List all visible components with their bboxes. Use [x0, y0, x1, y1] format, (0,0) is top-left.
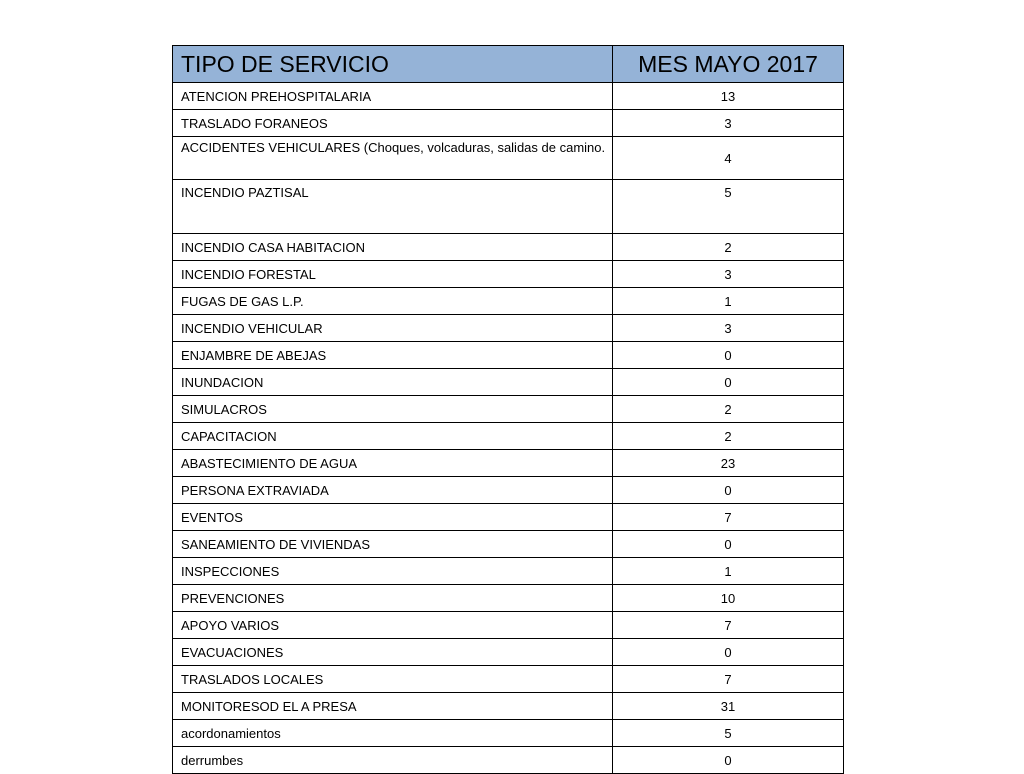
table-row [173, 369, 844, 396]
table-row [173, 396, 844, 423]
count-cell: 3 [613, 261, 844, 288]
service-cell: INCENDIO FORESTAL [173, 261, 613, 288]
table-row [173, 531, 844, 558]
table-row [173, 639, 844, 666]
header-row [173, 46, 844, 83]
table-row [173, 315, 844, 342]
service-cell: PREVENCIONES [173, 585, 613, 612]
service-cell: INUNDACION [173, 369, 613, 396]
service-cell: ACCIDENTES VEHICULARES (Choques, volcaduras, salidas de camino. [173, 137, 613, 180]
table-row [173, 747, 844, 774]
service-cell: ENJAMBRE DE ABEJAS [173, 342, 613, 369]
table-row [173, 504, 844, 531]
table-row [173, 180, 844, 234]
count-cell: 2 [613, 396, 844, 423]
service-cell: APOYO VARIOS [173, 612, 613, 639]
count-cell: 0 [613, 477, 844, 504]
service-cell: TRASLADOS LOCALES [173, 666, 613, 693]
table-row [173, 83, 844, 110]
table-row [173, 342, 844, 369]
service-cell: INSPECCIONES [173, 558, 613, 585]
count-cell: 7 [613, 504, 844, 531]
table-row [173, 477, 844, 504]
table-row [173, 666, 844, 693]
service-cell: SIMULACROS [173, 396, 613, 423]
table-row [173, 110, 844, 137]
service-cell: FUGAS DE GAS L.P. [173, 288, 613, 315]
count-cell: 10 [613, 585, 844, 612]
count-cell: 5 [613, 720, 844, 747]
table-row [173, 720, 844, 747]
table-row [173, 261, 844, 288]
service-cell: INCENDIO CASA HABITACION [173, 234, 613, 261]
count-cell: 5 [613, 180, 844, 234]
service-cell: CAPACITACION [173, 423, 613, 450]
count-cell: 31 [613, 693, 844, 720]
count-cell: 7 [613, 666, 844, 693]
service-cell: SANEAMIENTO DE VIVIENDAS [173, 531, 613, 558]
count-cell: 3 [613, 315, 844, 342]
service-cell: ABASTECIMIENTO DE AGUA [173, 450, 613, 477]
service-cell: EVACUACIONES [173, 639, 613, 666]
count-cell: 0 [613, 369, 844, 396]
service-cell: acordonamientos [173, 720, 613, 747]
service-cell: INCENDIO VEHICULAR [173, 315, 613, 342]
table-row [173, 693, 844, 720]
table-row [173, 450, 844, 477]
table-row [173, 585, 844, 612]
count-cell: 23 [613, 450, 844, 477]
count-cell: 4 [613, 137, 844, 180]
table-row [173, 612, 844, 639]
table-row [173, 423, 844, 450]
table-row [173, 288, 844, 315]
count-cell: 2 [613, 234, 844, 261]
header-month: MES MAYO 2017 [613, 46, 844, 83]
count-cell: 0 [613, 531, 844, 558]
table-row [173, 234, 844, 261]
service-cell: INCENDIO PAZTISAL [173, 180, 613, 234]
service-cell: EVENTOS [173, 504, 613, 531]
count-cell: 7 [613, 612, 844, 639]
service-cell: MONITORESOD EL A PRESA [173, 693, 613, 720]
table-row [173, 558, 844, 585]
service-cell: PERSONA EXTRAVIADA [173, 477, 613, 504]
count-cell: 0 [613, 342, 844, 369]
table-row [173, 137, 844, 180]
count-cell: 1 [613, 288, 844, 315]
service-cell: TRASLADO FORANEOS [173, 110, 613, 137]
count-cell: 2 [613, 423, 844, 450]
count-cell: 1 [613, 558, 844, 585]
header-service-type: TIPO DE SERVICIO [173, 46, 613, 83]
count-cell: 3 [613, 110, 844, 137]
services-table [172, 45, 844, 774]
count-cell: 0 [613, 747, 844, 774]
count-cell: 0 [613, 639, 844, 666]
service-cell: ATENCION PREHOSPITALARIA [173, 83, 613, 110]
count-cell: 13 [613, 83, 844, 110]
service-cell: derrumbes [173, 747, 613, 774]
